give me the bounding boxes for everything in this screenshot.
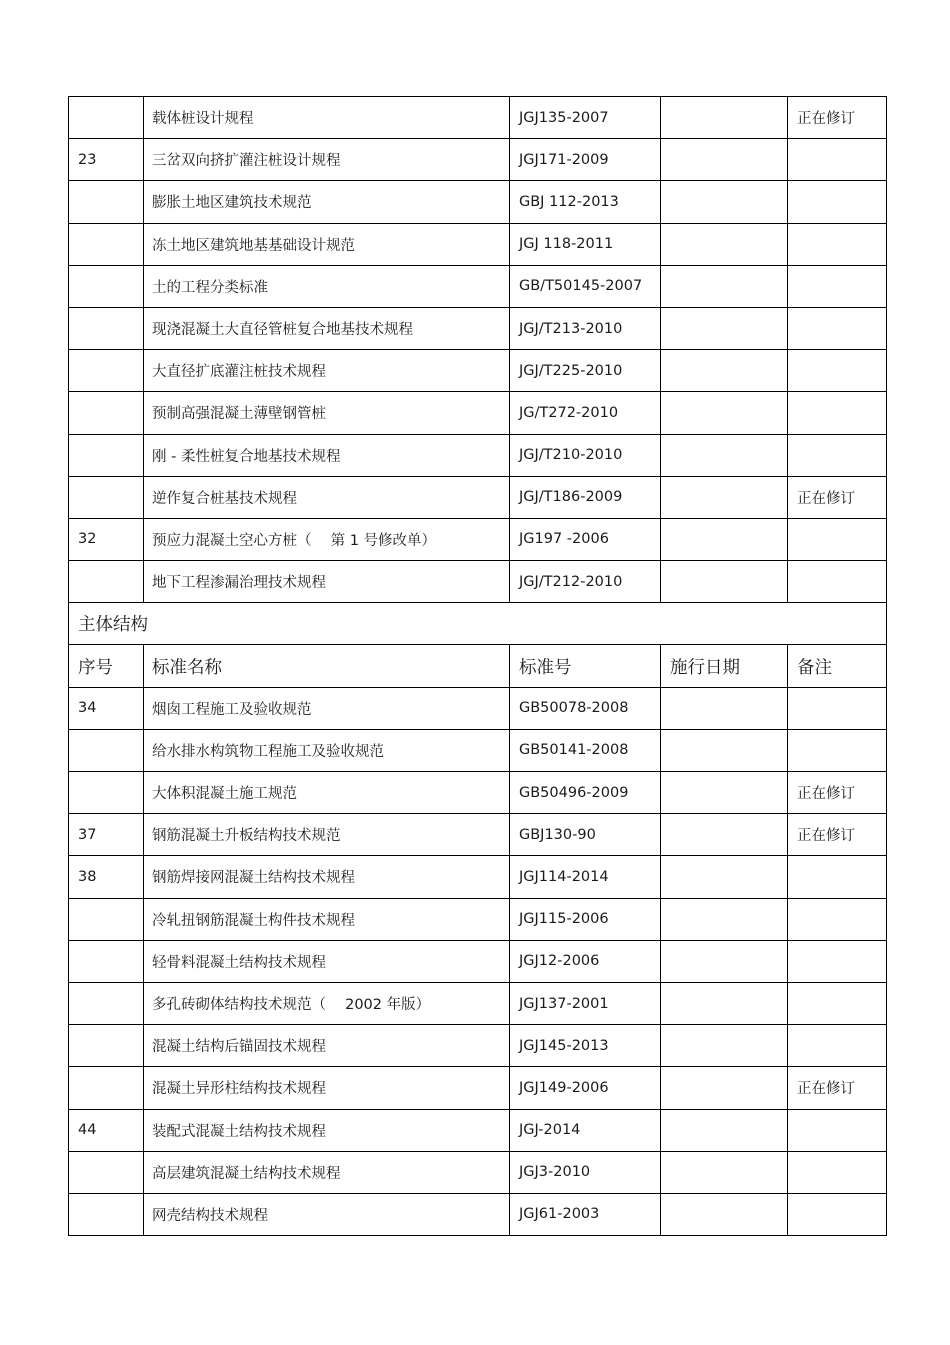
cell-code: JG/T272-2010 <box>510 392 661 434</box>
cell-date <box>661 982 788 1024</box>
header-code: 标准号 <box>510 645 661 687</box>
cell-date <box>661 223 788 265</box>
header-name: 标准名称 <box>144 645 510 687</box>
cell-note <box>788 518 887 560</box>
table-row <box>69 392 887 434</box>
cell-name: 烟囱工程施工及验收规范 <box>144 687 510 729</box>
cell-date <box>661 814 788 856</box>
cell-code: GBJ130-90 <box>510 814 661 856</box>
cell-name: 轻骨料混凝土结构技术规程 <box>144 940 510 982</box>
cell-code: GB50141-2008 <box>510 729 661 771</box>
cell-code: JGJ145-2013 <box>510 1025 661 1067</box>
cell-note: 正在修订 <box>788 814 887 856</box>
cell-code: JGJ/T225-2010 <box>510 350 661 392</box>
cell-code: JGJ-2014 <box>510 1109 661 1151</box>
cell-num <box>69 1151 144 1193</box>
cell-code: JGJ115-2006 <box>510 898 661 940</box>
cell-num <box>69 1025 144 1067</box>
cell-date <box>661 97 788 139</box>
table-row <box>69 350 887 392</box>
cell-note <box>788 223 887 265</box>
cell-name: 现浇混凝土大直径管桩复合地基技术规程 <box>144 307 510 349</box>
cell-note <box>788 856 887 898</box>
table-row <box>69 687 887 729</box>
header-note: 备注 <box>788 645 887 687</box>
cell-num <box>69 1193 144 1235</box>
table-row <box>69 476 887 518</box>
cell-num <box>69 940 144 982</box>
table-row <box>69 561 887 603</box>
cell-date <box>661 434 788 476</box>
cell-date <box>661 772 788 814</box>
cell-note <box>788 1109 887 1151</box>
cell-num <box>69 392 144 434</box>
header-num: 序号 <box>69 645 144 687</box>
cell-num: 37 <box>69 814 144 856</box>
cell-note <box>788 434 887 476</box>
cell-date <box>661 1109 788 1151</box>
cell-num: 38 <box>69 856 144 898</box>
cell-name: 刚 - 柔性桩复合地基技术规程 <box>144 434 510 476</box>
cell-name: 地下工程渗漏治理技术规程 <box>144 561 510 603</box>
cell-note <box>788 898 887 940</box>
cell-code: GBJ 112-2013 <box>510 181 661 223</box>
cell-code: JGJ61-2003 <box>510 1193 661 1235</box>
cell-note <box>788 940 887 982</box>
cell-note: 正在修订 <box>788 97 887 139</box>
cell-name: 预应力混凝土空心方桩（ 第 1 号修改单） <box>144 518 510 560</box>
cell-num <box>69 265 144 307</box>
cell-code: GB50078-2008 <box>510 687 661 729</box>
cell-code: JGJ/T212-2010 <box>510 561 661 603</box>
cell-name: 混凝土异形柱结构技术规程 <box>144 1067 510 1109</box>
cell-num <box>69 1067 144 1109</box>
cell-num <box>69 223 144 265</box>
cell-code: JGJ/T210-2010 <box>510 434 661 476</box>
cell-date <box>661 181 788 223</box>
cell-date <box>661 350 788 392</box>
cell-name: 钢筋混凝土升板结构技术规范 <box>144 814 510 856</box>
cell-date <box>661 1067 788 1109</box>
cell-date <box>661 687 788 729</box>
cell-code: JGJ12-2006 <box>510 940 661 982</box>
table-row <box>69 181 887 223</box>
cell-name: 装配式混凝土结构技术规程 <box>144 1109 510 1151</box>
cell-note <box>788 1151 887 1193</box>
cell-code: JG197 -2006 <box>510 518 661 560</box>
cell-date <box>661 1151 788 1193</box>
cell-name: 混凝土结构后锚固技术规程 <box>144 1025 510 1067</box>
table-row <box>69 434 887 476</box>
table-row <box>69 1025 887 1067</box>
section-title: 主体结构 <box>69 603 887 645</box>
cell-code: JGJ135-2007 <box>510 97 661 139</box>
cell-note <box>788 307 887 349</box>
table-row <box>69 1151 887 1193</box>
cell-num <box>69 181 144 223</box>
cell-num: 23 <box>69 139 144 181</box>
cell-name: 网壳结构技术规程 <box>144 1193 510 1235</box>
cell-date <box>661 476 788 518</box>
cell-date <box>661 561 788 603</box>
cell-num <box>69 561 144 603</box>
cell-note: 正在修订 <box>788 476 887 518</box>
table-row <box>69 982 887 1024</box>
cell-num <box>69 476 144 518</box>
cell-name: 给水排水构筑物工程施工及验收规范 <box>144 729 510 771</box>
table-row <box>69 729 887 771</box>
cell-date <box>661 729 788 771</box>
cell-code: GB/T50145-2007 <box>510 265 661 307</box>
cell-num <box>69 434 144 476</box>
cell-date <box>661 1025 788 1067</box>
cell-code: JGJ 118-2011 <box>510 223 661 265</box>
table-row <box>69 898 887 940</box>
cell-name: 逆作复合桩基技术规程 <box>144 476 510 518</box>
table-row <box>69 223 887 265</box>
table-row <box>69 856 887 898</box>
table-row <box>69 940 887 982</box>
table-row <box>69 307 887 349</box>
cell-num <box>69 772 144 814</box>
cell-name: 高层建筑混凝土结构技术规程 <box>144 1151 510 1193</box>
table-row <box>69 1193 887 1235</box>
cell-code: JGJ114-2014 <box>510 856 661 898</box>
table-row <box>69 265 887 307</box>
cell-num: 34 <box>69 687 144 729</box>
cell-date <box>661 392 788 434</box>
cell-name: 大体积混凝土施工规范 <box>144 772 510 814</box>
cell-name: 膨胀土地区建筑技术规范 <box>144 181 510 223</box>
cell-date <box>661 940 788 982</box>
cell-note <box>788 687 887 729</box>
cell-name: 三岔双向挤扩灌注桩设计规程 <box>144 139 510 181</box>
table-row <box>69 139 887 181</box>
section-block <box>69 603 887 687</box>
cell-num <box>69 97 144 139</box>
cell-num <box>69 898 144 940</box>
cell-code: JGJ137-2001 <box>510 982 661 1024</box>
cell-date <box>661 139 788 181</box>
table-row <box>69 518 887 560</box>
cell-num <box>69 350 144 392</box>
cell-note <box>788 392 887 434</box>
cell-name: 土的工程分类标准 <box>144 265 510 307</box>
cell-name: 载体桩设计规程 <box>144 97 510 139</box>
cell-name: 多孔砖砌体结构技术规范（ 2002 年版） <box>144 982 510 1024</box>
cell-num: 32 <box>69 518 144 560</box>
cell-date <box>661 265 788 307</box>
cell-date <box>661 856 788 898</box>
section-row <box>69 603 887 645</box>
cell-note: 正在修订 <box>788 772 887 814</box>
cell-note <box>788 1025 887 1067</box>
cell-date <box>661 307 788 349</box>
cell-note <box>788 181 887 223</box>
table-row <box>69 1109 887 1151</box>
cell-code: JGJ/T213-2010 <box>510 307 661 349</box>
cell-name: 冻土地区建筑地基基础设计规范 <box>144 223 510 265</box>
header-row <box>69 645 887 687</box>
cell-name: 冷轧扭钢筋混凝土构件技术规程 <box>144 898 510 940</box>
cell-code: JGJ3-2010 <box>510 1151 661 1193</box>
table-row <box>69 814 887 856</box>
cell-note <box>788 265 887 307</box>
cell-num: 44 <box>69 1109 144 1151</box>
cell-num <box>69 307 144 349</box>
table-row <box>69 772 887 814</box>
cell-date <box>661 898 788 940</box>
cell-note: 正在修订 <box>788 1067 887 1109</box>
cell-code: GB50496-2009 <box>510 772 661 814</box>
cell-note <box>788 561 887 603</box>
cell-note <box>788 1193 887 1235</box>
cell-date <box>661 518 788 560</box>
cell-name: 预制高强混凝土薄壁钢管桩 <box>144 392 510 434</box>
table-row <box>69 1067 887 1109</box>
cell-code: JGJ149-2006 <box>510 1067 661 1109</box>
table-body-top <box>69 97 887 603</box>
table-row <box>69 97 887 139</box>
cell-note <box>788 350 887 392</box>
cell-code: JGJ/T186-2009 <box>510 476 661 518</box>
cell-note <box>788 139 887 181</box>
cell-name: 大直径扩底灌注桩技术规程 <box>144 350 510 392</box>
cell-date <box>661 1193 788 1235</box>
cell-note <box>788 982 887 1024</box>
cell-name: 钢筋焊接网混凝土结构技术规程 <box>144 856 510 898</box>
cell-code: JGJ171-2009 <box>510 139 661 181</box>
standards-table <box>68 96 887 1236</box>
header-date: 施行日期 <box>661 645 788 687</box>
cell-note <box>788 729 887 771</box>
table-body-bottom <box>69 687 887 1235</box>
cell-num <box>69 982 144 1024</box>
cell-num <box>69 729 144 771</box>
